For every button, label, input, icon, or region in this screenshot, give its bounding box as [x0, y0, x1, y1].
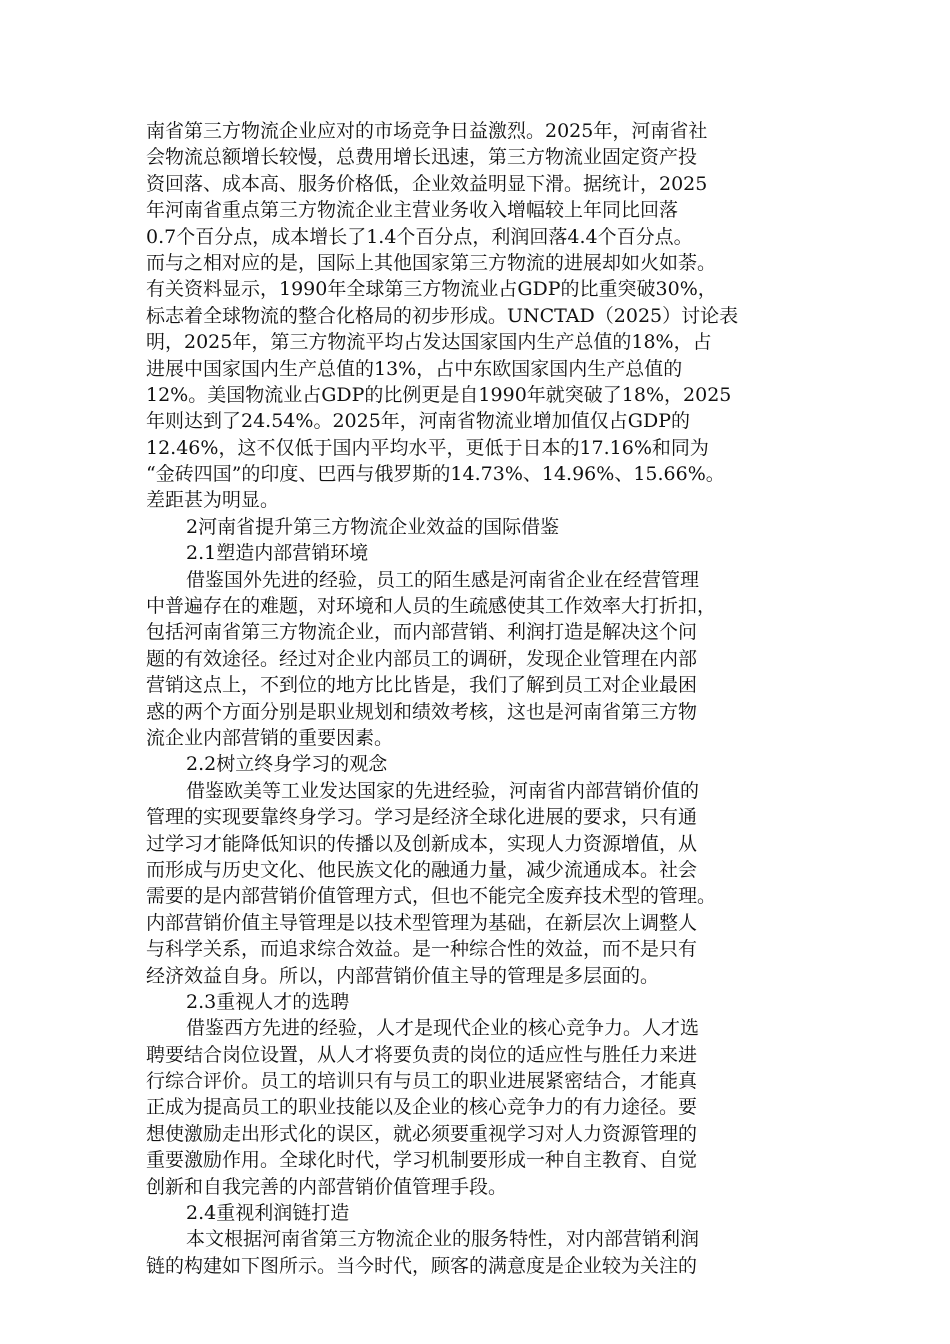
subsection-heading: 2.2树立终身学习的观念	[186, 753, 388, 776]
text-line: 中普遍存在的难题，对环境和人员的生疏感使其工作效率大打折扣，	[146, 595, 717, 618]
text-line: 过学习才能降低知识的传播以及创新成本，实现人力资源增值，从	[146, 832, 698, 855]
text-line: 资回落、成本高、服务价格低，企业效益明显下滑。据统计，2025	[146, 172, 708, 195]
text-line: 正成为提高员工的职业技能以及企业的核心竞争力的有力途径。要	[146, 1096, 698, 1119]
text-line: 而形成与历史文化、他民族文化的融通力量，减少流通成本。社会	[146, 858, 698, 881]
text-line: 惑的两个方面分别是职业规划和绩效考核，这也是河南省第三方物	[146, 700, 698, 723]
text-line: 年则达到了24.54%。2025年，河南省物流业增加值仅占GDP的	[146, 410, 690, 433]
subsection-heading: 2.1塑造内部营销环境	[186, 542, 369, 565]
text-line: 创新和自我完善的内部营销价值管理手段。	[146, 1175, 508, 1198]
text-line: 差距甚为明显。	[146, 489, 280, 512]
text-line: 标志着全球物流的整合化格局的初步形成。UNCTAD（2025）讨论表	[146, 304, 739, 327]
text-line: 包括河南省第三方物流企业，而内部营销、利润打造是解决这个问	[146, 621, 698, 644]
section-heading: 2河南省提升第三方物流企业效益的国际借鉴	[186, 515, 560, 538]
subsection-heading: 2.4重视利润链打造	[186, 1202, 350, 1225]
text-line: 会物流总额增长较慢，总费用增长迅速，第三方物流业固定资产投	[146, 146, 698, 169]
text-line: 需要的是内部营销价值管理方式，但也不能完全废弃技术型的管理。	[146, 885, 717, 908]
text-line: 重要激励作用。全球化时代，学习机制要形成一种自主教育、自觉	[146, 1149, 698, 1172]
text-line: 而与之相对应的是，国际上其他国家第三方物流的进展却如火如荼。	[146, 251, 717, 274]
text-line: 年河南省重点第三方物流企业主营业务收入增幅较上年同比回落	[146, 199, 679, 222]
text-line: 12%。美国物流业占GDP的比例更是自1990年就突破了18%，2025	[146, 383, 732, 406]
text-line: 流企业内部营销的重要因素。	[146, 726, 394, 749]
text-line: 想使激励走出形式化的误区，就必须要重视学习对人力资源管理的	[146, 1122, 698, 1145]
text-line: 题的有效途径。经过对企业内部员工的调研，发现企业管理在内部	[146, 647, 698, 670]
text-line: 12.46%，这不仅低于国内平均水平，更低于日本的17.16%和同为	[146, 436, 709, 459]
text-line: 进展中国家国内生产总值的13%，占中东欧国家国内生产总值的	[146, 357, 683, 380]
text-line: 借鉴国外先进的经验，员工的陌生感是河南省企业在经营管理	[186, 568, 700, 591]
text-line: 借鉴欧美等工业发达国家的先进经验，河南省内部营销价值的	[186, 779, 700, 802]
text-line: 营销这点上，不到位的地方比比皆是，我们了解到员工对企业最困	[146, 674, 698, 697]
text-line: 与科学关系，而追求综合效益。是一种综合性的效益，而不是只有	[146, 938, 698, 961]
text-line: 有关资料显示，1990年全球第三方物流业占GDP的比重突破30%，	[146, 278, 717, 301]
text-line: 经济效益自身。所以，内部营销价值主导的管理是多层面的。	[146, 964, 660, 987]
text-line: “金砖四国”的印度、巴西与俄罗斯的14.73%、14.96%、15.66%。	[146, 463, 725, 486]
text-line: 行综合评价。员工的培训只有与员工的职业进展紧密结合，才能真	[146, 1070, 698, 1093]
text-line: 内部营销价值主导管理是以技术型管理为基础，在新层次上调整人	[146, 911, 698, 934]
text-line: 借鉴西方先进的经验，人才是现代企业的核心竞争力。人才选	[186, 1017, 700, 1040]
subsection-heading: 2.3重视人才的选聘	[186, 990, 350, 1013]
text-line: 明，2025年，第三方物流平均占发达国家国内生产总值的18%，占	[146, 331, 712, 354]
text-line: 0.7个百分点，成本增长了1.4个百分点，利润回落4.4个百分点。	[146, 225, 693, 248]
document-body	[146, 118, 806, 1279]
text-line: 链的构建如下图所示。当今时代，顾客的满意度是企业较为关注的	[146, 1254, 698, 1277]
text-line: 管理的实现要靠终身学习。学习是经济全球化进展的要求，只有通	[146, 806, 698, 829]
text-line: 南省第三方物流企业应对的市场竞争日益激烈。2025年，河南省社	[146, 120, 708, 142]
text-line: 本文根据河南省第三方物流企业的服务特性，对内部营销利润	[186, 1228, 700, 1251]
text-line: 聘要结合岗位设置，从人才将要负责的岗位的适应性与胜任力来进	[146, 1043, 698, 1066]
